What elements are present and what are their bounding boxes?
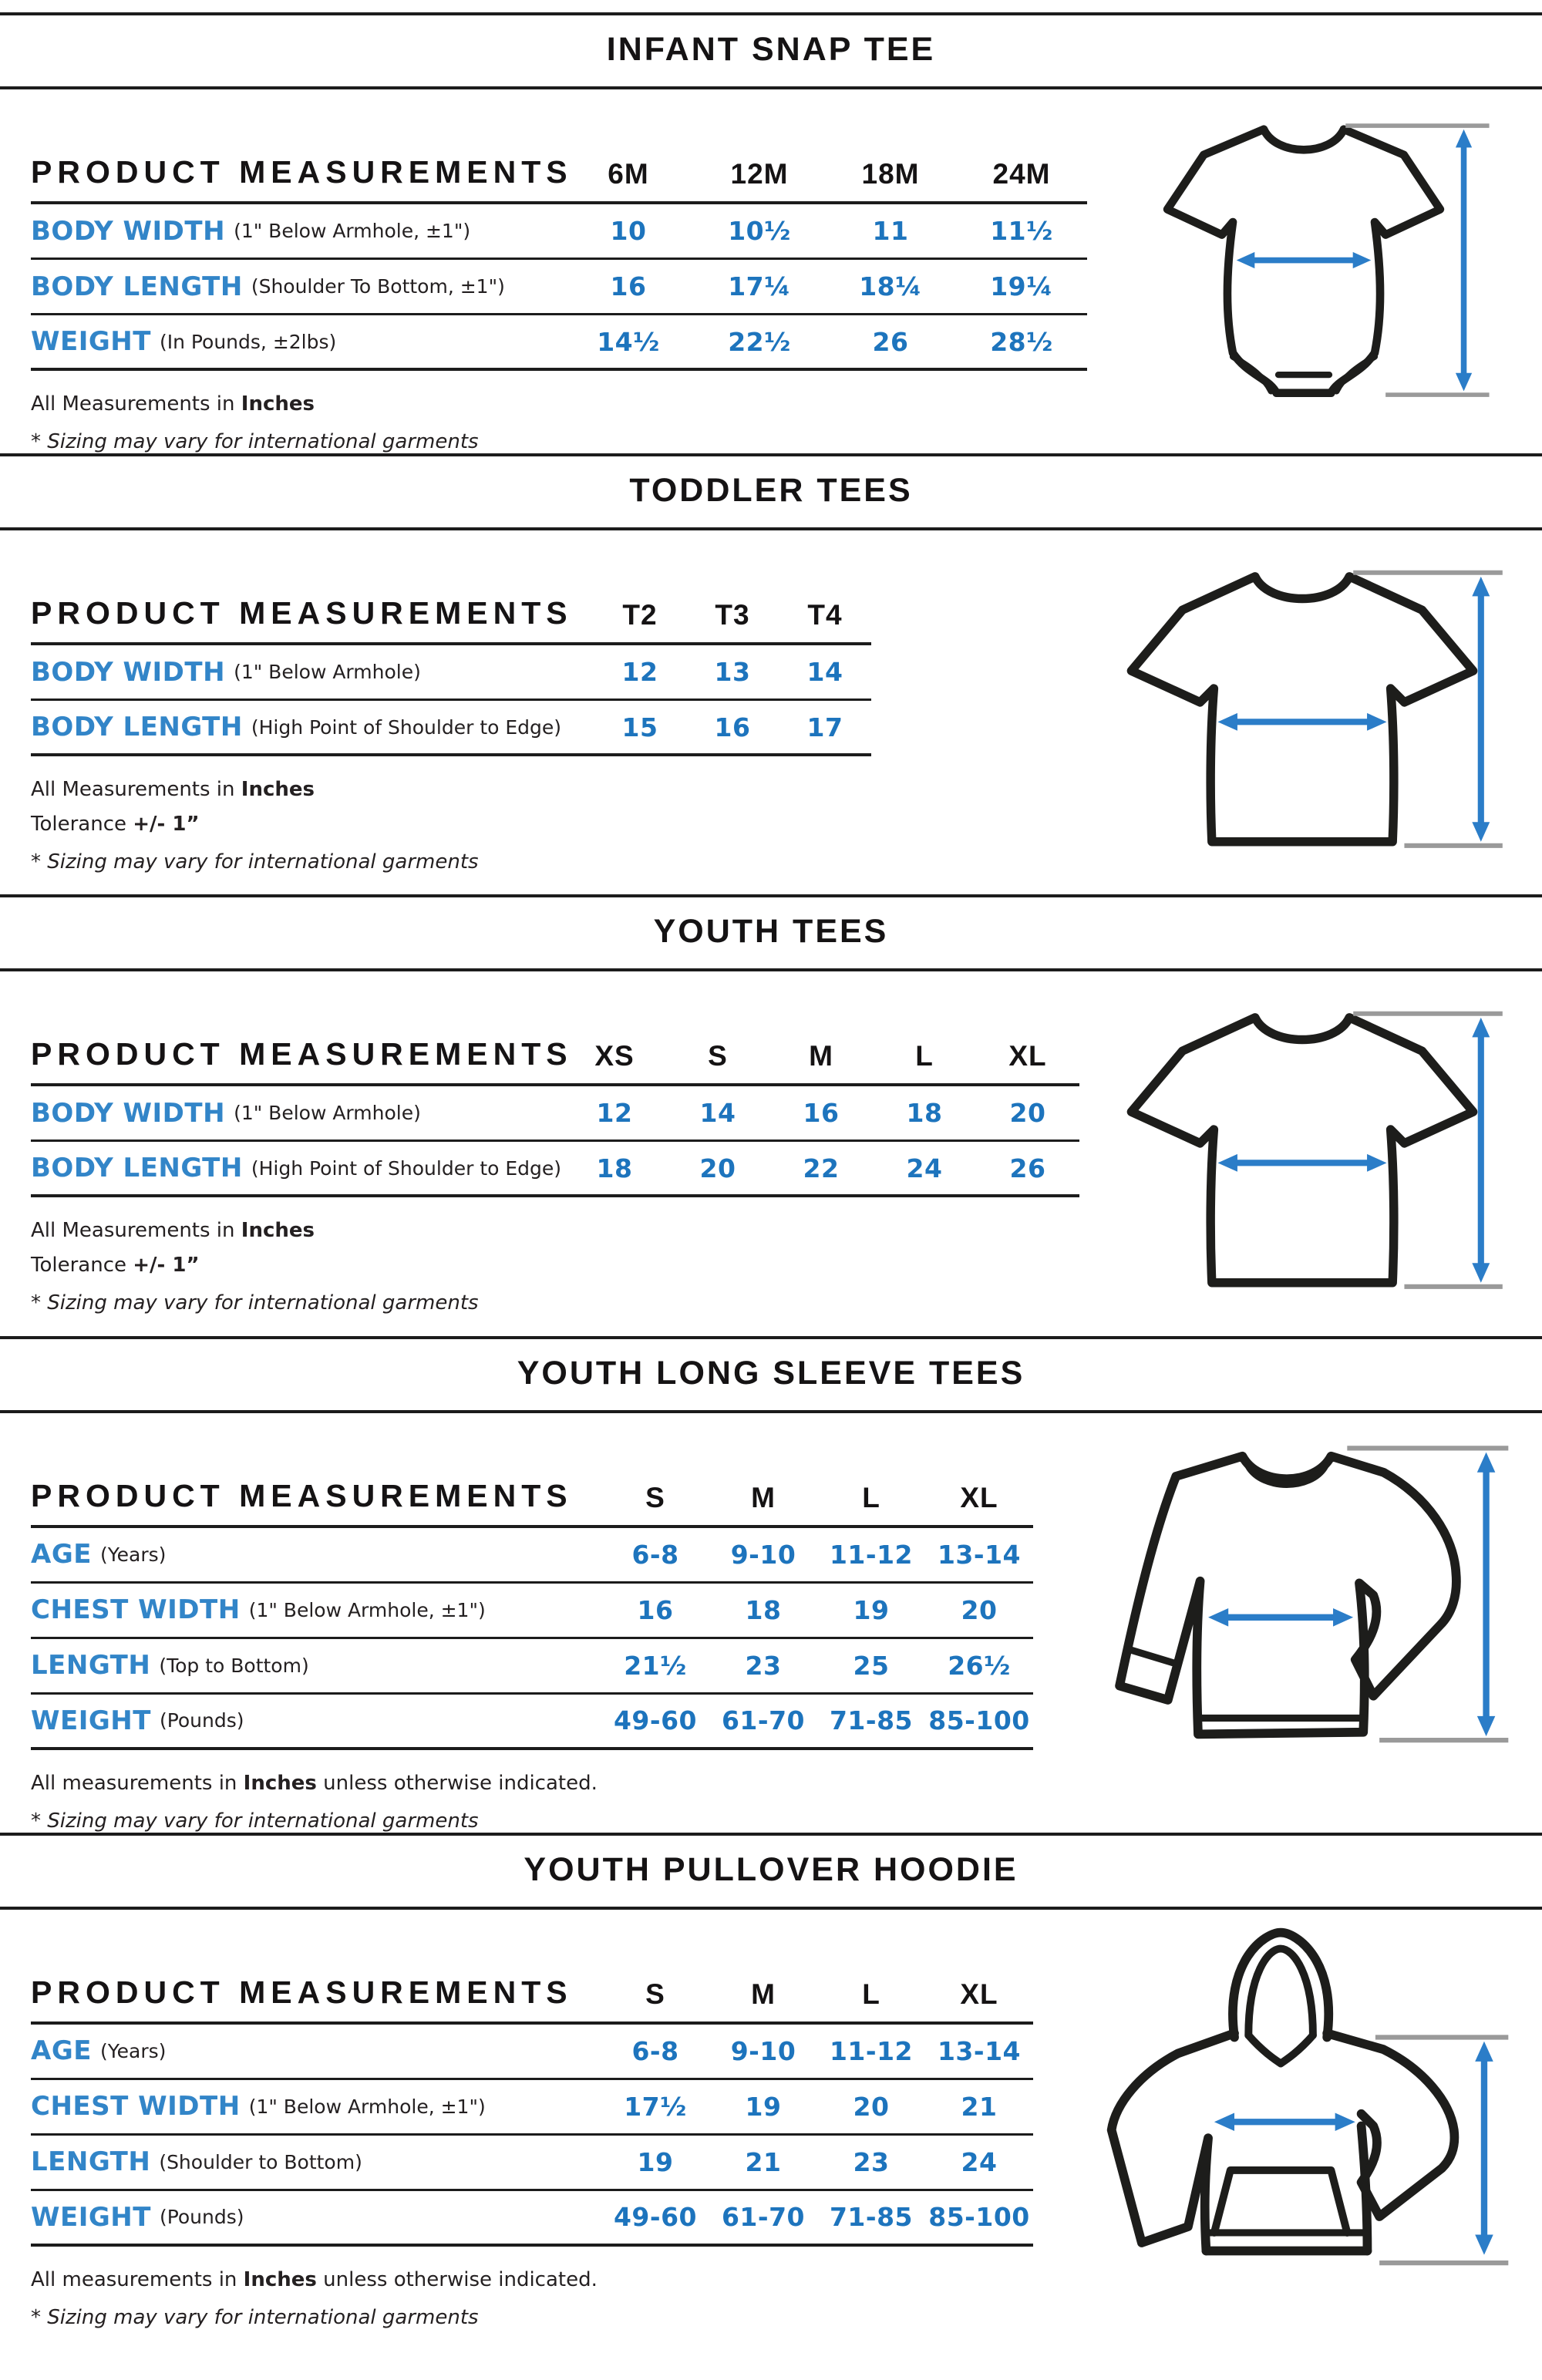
row-label: CHEST WIDTH: [31, 1594, 241, 1626]
row-label-cell: [31, 315, 563, 371]
measurement-value: 13-14: [925, 2025, 1033, 2080]
footnote-measurements: [31, 1772, 1073, 1795]
measurement-value: 17¼: [694, 260, 825, 315]
row-label-cell: [31, 260, 563, 315]
footnote-text: All measurements in: [31, 1771, 244, 1795]
measurement-value: 9-10: [709, 1528, 817, 1584]
measurement-value: 15: [594, 701, 686, 756]
row-label-cell: [31, 2191, 601, 2247]
table-header-label: PRODUCT MEASUREMENTS: [31, 154, 563, 204]
section-infant-snap-tee: [0, 12, 1542, 453]
measurement-value: 16: [563, 260, 694, 315]
footnote-bold: Inches: [241, 778, 315, 801]
row-note: (Years): [99, 1543, 167, 1566]
measurement-value: 6-8: [601, 1528, 709, 1584]
measurement-value: 18: [873, 1086, 976, 1142]
row-label-cell: [31, 1695, 601, 1750]
measurement-value: 14: [666, 1086, 769, 1142]
row-note: (Pounds): [159, 1709, 244, 1732]
footnote-bold: Inches: [243, 2267, 317, 2291]
section-title: YOUTH TEES: [653, 913, 889, 951]
measurements-table: [31, 1036, 1084, 1197]
row-label: AGE: [31, 1539, 92, 1570]
size-column-header: XL: [925, 1974, 1033, 2025]
measurement-value: 28½: [956, 315, 1087, 371]
row-note: (Pounds): [159, 2206, 244, 2229]
row-note: (1" Below Armhole, ±1"): [248, 2095, 486, 2118]
row-label-cell: [31, 2080, 601, 2136]
measurement-value: 11½: [956, 204, 1087, 260]
section-title: TODDLER TEES: [629, 472, 913, 509]
measurements-table: [31, 1478, 1073, 1750]
row-label-cell: [31, 645, 594, 701]
measurement-value: 16: [769, 1086, 873, 1142]
row-label: BODY WIDTH: [31, 656, 226, 688]
measurement-value: 16: [686, 701, 779, 756]
measurement-value: 18: [563, 1142, 666, 1197]
measurement-value: 61-70: [709, 2191, 817, 2247]
measurements-table: [31, 154, 1087, 371]
tshirt-diagram-icon: [1094, 982, 1510, 1335]
measurement-value: 20: [976, 1086, 1079, 1142]
measurement-value: 71-85: [817, 2191, 925, 2247]
table-header-label: PRODUCT MEASUREMENTS: [31, 1478, 601, 1528]
measurement-value: 6-8: [601, 2025, 709, 2080]
row-note: (High Point of Shoulder to Edge): [251, 1156, 562, 1180]
row-label: WEIGHT: [31, 2201, 151, 2233]
row-label-cell: [31, 204, 563, 260]
row-label-cell: [31, 2136, 601, 2191]
footnote-text: All measurements in: [31, 2267, 244, 2291]
size-column-header: XS: [563, 1036, 666, 1086]
footnote-bold: Inches: [241, 392, 315, 416]
size-column-header: 24M: [956, 154, 1087, 204]
tshirt-diagram-icon: [1094, 541, 1510, 894]
row-note: (1" Below Armhole, ±1"): [234, 220, 471, 242]
size-column-header: S: [601, 1478, 709, 1528]
width-arrow-icon: [1237, 252, 1372, 268]
measurement-value: 20: [666, 1142, 769, 1197]
size-column-header: M: [769, 1036, 873, 1086]
toddler-tee-diagram: [1084, 530, 1520, 894]
footnote-tolerance: [31, 1254, 1084, 1277]
measurement-value: 13: [686, 645, 779, 701]
size-column-header: 12M: [694, 154, 825, 204]
measurement-value: 24: [925, 2136, 1033, 2191]
size-column-header: M: [709, 1974, 817, 2025]
footnote-measurements: [31, 778, 1084, 801]
footnote-text: All Measurements in: [31, 1219, 241, 1243]
measurements-table: [31, 595, 1084, 756]
measurement-value: 12: [594, 645, 686, 701]
width-arrow-icon: [1214, 2112, 1355, 2131]
row-note: (Top to Bottom): [159, 1654, 309, 1677]
measurements-table: [31, 1974, 1073, 2247]
measurement-value: 14: [779, 645, 871, 701]
table-header-label: PRODUCT MEASUREMENTS: [31, 1036, 563, 1086]
section-title: YOUTH PULLOVER HOODIE: [524, 1850, 1018, 1888]
measurement-value: 16: [601, 1584, 709, 1639]
row-label: BODY LENGTH: [31, 271, 243, 302]
section-youth-tees: [0, 894, 1542, 1335]
row-note: (Shoulder To Bottom, ±1"): [251, 275, 505, 298]
long-sleeve-tee-diagram-icon: [1073, 1424, 1520, 1806]
footnote-sizing: * Sizing may vary for international garments: [31, 850, 479, 874]
measurement-value: 26: [976, 1142, 1079, 1197]
size-column-header: S: [666, 1036, 769, 1086]
footnote-bold: Inches: [243, 1771, 317, 1795]
measurement-value: 9-10: [709, 2025, 817, 2080]
measurement-value: 23: [709, 1639, 817, 1695]
measurement-value: 21: [709, 2136, 817, 2191]
footnotes: [31, 1772, 1073, 1833]
footnote-text: All Measurements in: [31, 392, 241, 416]
measurement-value: 26: [825, 315, 956, 371]
garment-outline: [1119, 1456, 1456, 1735]
size-column-header: S: [601, 1974, 709, 2025]
row-note: (High Point of Shoulder to Edge): [251, 715, 562, 739]
row-label: BODY LENGTH: [31, 712, 243, 742]
row-note: (1" Below Armhole, ±1"): [248, 1598, 486, 1621]
footnotes: [31, 778, 1084, 874]
garment-outline: [1131, 577, 1473, 842]
row-label-cell: [31, 1639, 601, 1695]
size-column-header: XL: [925, 1478, 1033, 1528]
footnote-text: Tolerance: [31, 1254, 133, 1278]
footnote-sizing: * Sizing may vary for international garments: [31, 1291, 479, 1315]
measurement-value: 25: [817, 1639, 925, 1695]
length-arrow-icon: [1375, 2037, 1508, 2263]
hoodie-diagram-icon: [1073, 1920, 1520, 2315]
table-header-label: PRODUCT MEASUREMENTS: [31, 595, 594, 645]
size-column-header: L: [817, 1478, 925, 1528]
row-label: WEIGHT: [31, 326, 151, 357]
size-column-header: L: [817, 1974, 925, 2025]
measurement-value: 85-100: [925, 2191, 1033, 2247]
measurement-value: 10: [563, 204, 694, 260]
footnotes: [31, 2268, 1073, 2329]
footnote-text: Tolerance: [31, 813, 133, 836]
section-title: INFANT SNAP TEE: [606, 31, 936, 68]
measurement-value: 19: [601, 2136, 709, 2191]
measurement-value: 61-70: [709, 1695, 817, 1750]
row-note: (1" Below Armhole): [234, 661, 421, 683]
hoodie-diagram: [1073, 1910, 1520, 2315]
measurement-value: 21½: [601, 1639, 709, 1695]
row-note: (1" Below Armhole): [234, 1102, 421, 1125]
measurement-value: 49-60: [601, 1695, 709, 1750]
measurement-value: 11-12: [817, 1528, 925, 1584]
measurement-value: 19: [709, 2080, 817, 2136]
row-note: (In Pounds, ±2lbs): [159, 330, 337, 353]
row-label-cell: [31, 1584, 601, 1639]
section-youth-pullover-hoodie: [0, 1833, 1542, 2329]
footnote-measurements: [31, 2268, 1073, 2291]
footnotes: [31, 1219, 1084, 1315]
measurement-value: 11-12: [817, 2025, 925, 2080]
footnote-text: unless otherwise indicated.: [316, 1771, 598, 1795]
row-label-cell: [31, 1142, 563, 1197]
measurement-value: 22½: [694, 315, 825, 371]
footnote-measurements: [31, 1219, 1084, 1242]
measurement-value: 18: [709, 1584, 817, 1639]
measurement-value: 24: [873, 1142, 976, 1197]
measurement-value: 10½: [694, 204, 825, 260]
size-column-header: T3: [686, 595, 779, 645]
measurement-value: 20: [817, 2080, 925, 2136]
garment-outline: [1131, 1018, 1473, 1283]
row-note: (Shoulder to Bottom): [159, 2150, 362, 2173]
row-label: BODY LENGTH: [31, 1153, 243, 1184]
footnote-sizing: * Sizing may vary for international garments: [31, 2305, 479, 2329]
footnote-tolerance: [31, 813, 1084, 836]
size-column-header: M: [709, 1478, 817, 1528]
measurement-value: 18¼: [825, 260, 956, 315]
footnote-text: unless otherwise indicated.: [316, 2267, 598, 2291]
row-note: (Years): [99, 2039, 167, 2062]
row-label: LENGTH: [31, 1650, 151, 1681]
row-label: CHEST WIDTH: [31, 2091, 241, 2122]
measurement-value: 20: [925, 1584, 1033, 1639]
measurement-value: 21: [925, 2080, 1033, 2136]
row-label: AGE: [31, 2035, 92, 2067]
size-column-header: 6M: [563, 154, 694, 204]
measurement-value: 13-14: [925, 1528, 1033, 1584]
measurement-value: 19¼: [956, 260, 1087, 315]
measurement-value: 11: [825, 204, 956, 260]
size-column-header: T2: [594, 595, 686, 645]
table-header-label: PRODUCT MEASUREMENTS: [31, 1974, 601, 2025]
footnotes: [31, 392, 1087, 453]
row-label-cell: [31, 1086, 563, 1142]
size-column-header: 18M: [825, 154, 956, 204]
measurement-value: 85-100: [925, 1695, 1033, 1750]
measurement-value: 23: [817, 2136, 925, 2191]
measurement-value: 14½: [563, 315, 694, 371]
footnote-bold: +/- 1”: [133, 1254, 200, 1278]
measurement-value: 17: [779, 701, 871, 756]
long-sleeve-tee-diagram: [1073, 1413, 1520, 1806]
footnote-sizing: * Sizing may vary for international garments: [31, 430, 479, 453]
row-label-cell: [31, 1528, 601, 1584]
section-toddler-tees: [0, 453, 1542, 894]
youth-tee-diagram: [1084, 971, 1520, 1335]
footnote-bold: Inches: [241, 1219, 315, 1243]
footnote-bold: +/- 1”: [133, 813, 200, 836]
measurement-value: 19: [817, 1584, 925, 1639]
measurement-value: 26½: [925, 1639, 1033, 1695]
row-label: LENGTH: [31, 2146, 151, 2178]
width-arrow-icon: [1208, 1608, 1353, 1627]
row-label: WEIGHT: [31, 1705, 151, 1736]
measurement-value: 17½: [601, 2080, 709, 2136]
width-arrow-icon: [1218, 713, 1387, 731]
footnote-text: All Measurements in: [31, 778, 241, 801]
footnote-sizing: * Sizing may vary for international garments: [31, 1809, 479, 1833]
garment-outline: [1112, 1933, 1455, 2251]
measurement-value: 49-60: [601, 2191, 709, 2247]
onesie-diagram-icon: [1111, 100, 1497, 428]
measurement-value: 71-85: [817, 1695, 925, 1750]
row-label-cell: [31, 2025, 601, 2080]
size-column-header: L: [873, 1036, 976, 1086]
measurement-value: 22: [769, 1142, 873, 1197]
row-label-cell: [31, 701, 594, 756]
section-youth-long-sleeve-tees: [0, 1336, 1542, 1833]
measurement-value: 12: [563, 1086, 666, 1142]
size-column-header: XL: [976, 1036, 1079, 1086]
width-arrow-icon: [1218, 1154, 1387, 1172]
onesie-diagram: [1087, 89, 1520, 428]
size-column-header: T4: [779, 595, 871, 645]
footnote-measurements: [31, 392, 1087, 416]
section-title: YOUTH LONG SLEEVE TEES: [517, 1354, 1025, 1392]
row-label: BODY WIDTH: [31, 1097, 226, 1129]
row-label: BODY WIDTH: [31, 215, 226, 247]
